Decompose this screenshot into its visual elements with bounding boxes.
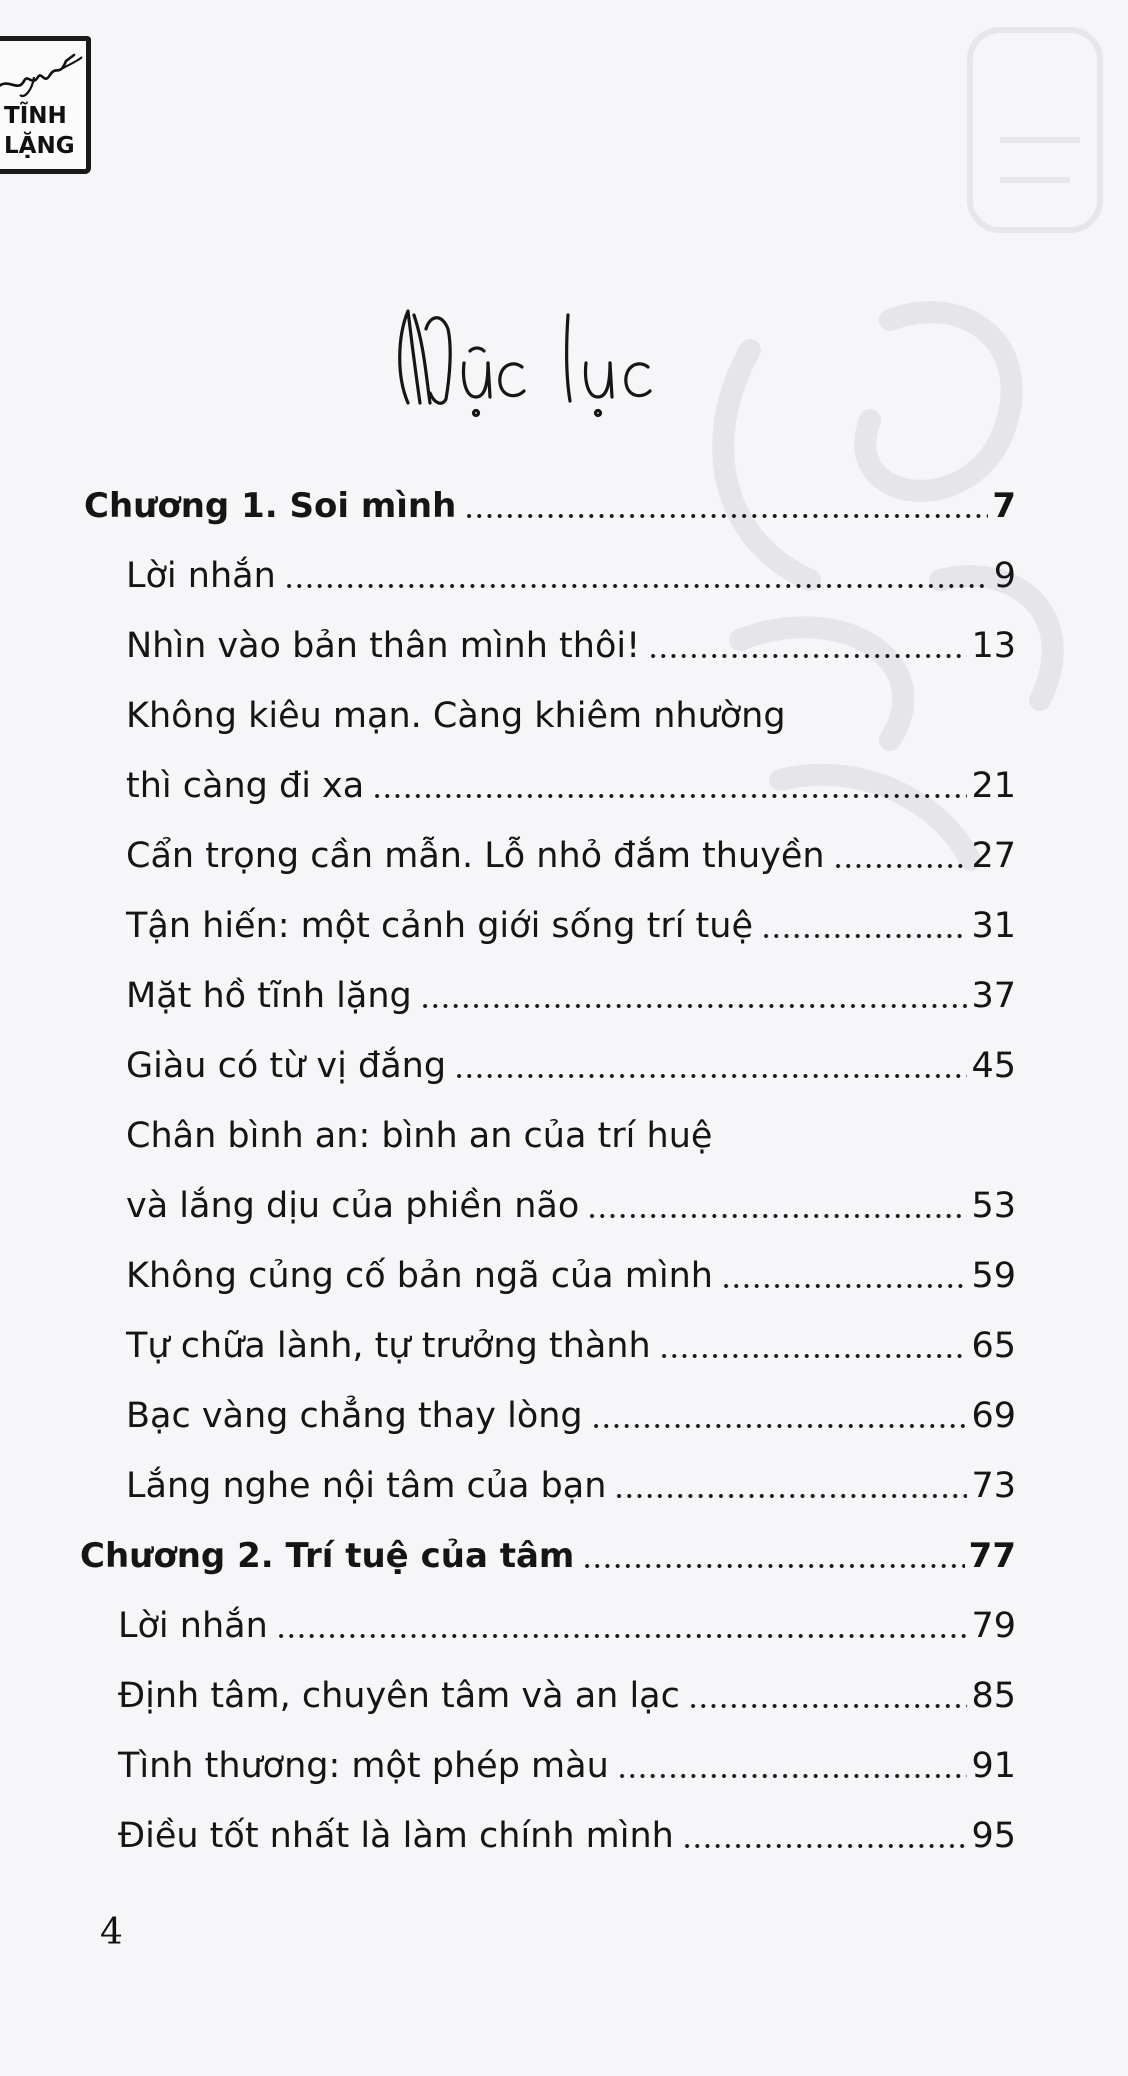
toc-leader (721, 1284, 968, 1288)
toc-entry[interactable] (126, 904, 1016, 948)
toc-leader (614, 1494, 967, 1498)
toc-page-number: 37 (971, 976, 1016, 1016)
toc-entry[interactable] (126, 974, 1016, 1018)
toc-leader (648, 654, 967, 658)
toc-leader (688, 1704, 968, 1708)
toc-page-number: 77 (968, 1536, 1016, 1576)
toc-entry[interactable] (126, 1044, 1016, 1088)
toc-chapter-2[interactable] (80, 1534, 1016, 1578)
toc-leader (761, 934, 967, 938)
toc-entry[interactable] (118, 1814, 1016, 1858)
toc-label: Giàu có từ vị đắng (126, 1046, 447, 1086)
toc-page-number: 31 (971, 906, 1016, 946)
toc-page-number: 91 (971, 1746, 1016, 1786)
toc-entry[interactable] (126, 1464, 1016, 1508)
toc-entry[interactable] (118, 1674, 1016, 1718)
toc-entry[interactable] (126, 1394, 1016, 1438)
logo-word-2: LẶNG (4, 133, 75, 159)
toc-label: thì càng đi xa (126, 766, 365, 806)
toc-page-number: 79 (971, 1606, 1016, 1646)
toc-page-number: 69 (971, 1396, 1016, 1436)
toc-leader (587, 1214, 967, 1218)
toc-label: Bạc vàng chẳng thay lòng (126, 1396, 583, 1436)
toc-label: Chương 1. Soi mình (84, 486, 457, 526)
toc-leader (582, 1564, 964, 1568)
toc-entry[interactable] (126, 1184, 1016, 1228)
toc-leader (284, 584, 990, 588)
toc-label: Không kiêu mạn. Càng khiêm nhường (126, 696, 786, 736)
toc-page-number: 53 (971, 1186, 1016, 1226)
toc-label: Chương 2. Trí tuệ của tâm (80, 1536, 575, 1576)
toc-page-number: 45 (971, 1046, 1016, 1086)
logo (0, 36, 91, 174)
toc-page-number: 95 (971, 1816, 1016, 1856)
toc-page-number: 73 (971, 1466, 1016, 1506)
toc-chapter-1[interactable] (84, 484, 1016, 528)
toc-page-number: 9 (993, 556, 1016, 596)
toc-page-number: 7 (992, 486, 1016, 526)
toc-label: Định tâm, chuyên tâm và an lạc (118, 1676, 680, 1716)
toc-page-number: 27 (971, 836, 1016, 876)
page-number: 4 (100, 1912, 123, 1953)
toc-entry-first-line[interactable] (126, 1114, 716, 1158)
toc-leader (591, 1424, 968, 1428)
toc-page-number: 59 (971, 1256, 1016, 1296)
toc-label: Cẩn trọng cần mẫn. Lỗ nhỏ đắm thuyền (126, 836, 825, 876)
toc-entry-first-line[interactable] (126, 694, 790, 738)
page-title (390, 285, 720, 425)
toc-page-number: 85 (971, 1676, 1016, 1716)
toc-page-number: 21 (971, 766, 1016, 806)
toc-label: Chân bình an: bình an của trí huệ (126, 1116, 713, 1156)
toc-label: Điều tốt nhất là làm chính mình (118, 1816, 674, 1856)
toc-entry[interactable] (126, 1324, 1016, 1368)
toc-leader (464, 514, 988, 518)
toc-entry[interactable] (118, 1744, 1016, 1788)
toc-label: Tận hiến: một cảnh giới sống trí tuệ (126, 906, 753, 946)
toc-entry[interactable] (118, 1604, 1016, 1648)
toc-label: Tình thương: một phép màu (118, 1746, 609, 1786)
toc-page-number: 65 (971, 1326, 1016, 1366)
toc-entry[interactable] (126, 834, 1016, 878)
toc-leader (682, 1844, 968, 1848)
toc-entry[interactable] (126, 764, 1016, 808)
toc-label: Nhìn vào bản thân mình thôi! (126, 626, 641, 666)
toc-leader (659, 1354, 968, 1358)
toc-label: Tự chữa lành, tự trưởng thành (126, 1326, 651, 1366)
toc-label: Lắng nghe nội tâm của bạn (126, 1466, 607, 1506)
toc-entry[interactable] (126, 1254, 1016, 1298)
toc-leader (420, 1004, 968, 1008)
toc-leader (833, 864, 968, 868)
logo-script-icon (0, 47, 84, 107)
toc-leader (372, 794, 967, 798)
toc-label: Mặt hồ tĩnh lặng (126, 976, 412, 1016)
toc-label: Lời nhắn (118, 1606, 268, 1646)
toc-leader (617, 1774, 968, 1778)
toc-leader (276, 1634, 968, 1638)
toc-label: và lắng dịu của phiền não (126, 1186, 580, 1226)
toc-label: Lời nhắn (126, 556, 276, 596)
logo-word-1: TĨNH (4, 103, 67, 129)
toc-entry[interactable] (126, 624, 1016, 668)
toc-page-number: 13 (971, 626, 1016, 666)
toc-entry[interactable] (126, 554, 1016, 598)
toc-label: Không củng cố bản ngã của mình (126, 1256, 713, 1296)
toc-leader (454, 1074, 967, 1078)
title-text (390, 305, 806, 412)
